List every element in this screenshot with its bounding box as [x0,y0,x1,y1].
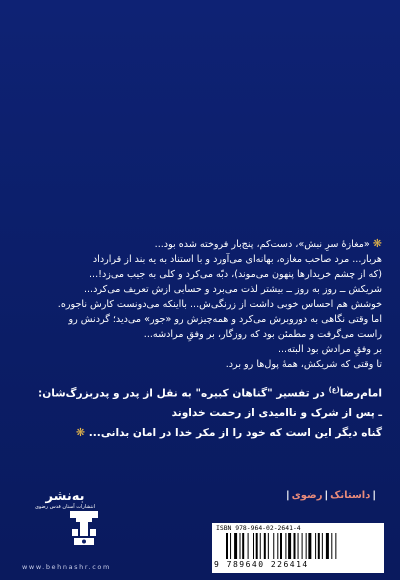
quote-line-1 [22,381,382,404]
publisher-logo [22,487,108,557]
publisher-emblem-icon [64,507,104,549]
quote-imam-name: امام‌رضا [339,387,382,400]
quote-line-2: ـ پس از شرک و ناامیدی از رحمت خداوند [171,406,382,419]
isbn-number: ISBN 978-964-02-2641-4 [216,524,301,532]
excerpt-line-5: خوشش هم احساس خوبی داشت از زرنگی‌ش... بااینکه می‌دونست کارش ناجوره. [57,299,382,310]
hadith-quote [22,381,382,443]
tag-razavi: رضوی [291,490,323,501]
publisher-website: www.behnashr.com [22,563,111,571]
tag-dastanak: داستانک [330,490,371,501]
excerpt-line-4: شریکش ــ روز به روز ــ بیشتر لذت می‌برد و حسابی ازش تعریف می‌کرد... [83,284,382,295]
excerpt-line-7: راست می‌گرفت و مطمئن بود که روزگار، بر وفقِ مرادشه... [143,329,382,340]
excerpt-line-3: (که از چشم خریدارها پنهون می‌موند)، دبّه می‌کرد و کلی به جیب می‌زد!... [88,269,382,280]
quote-line-3 [22,423,382,443]
excerpt-line-1-text: «مغازهٔ سرِ نبش»، دست‌کم، پنج‌بار فروخته شده بود... [154,239,370,250]
series-tags: |داستانک|رضوی| [285,490,376,501]
story-excerpt [28,236,382,372]
publisher-subtitle: انتشارات آستان قدس رضوی [34,504,96,510]
barcode-digits: 9 789640 226414 [214,560,309,569]
star-icon: ❋ [75,425,86,439]
excerpt-line-8: بر وفقِ مرادش بود البته... [277,344,382,355]
quote-intro: در تفسیر "گناهان کبیره" به نقل از پدر و پدربزرگ‌شان: [37,387,329,400]
publisher-name: به‌نشر [45,489,85,504]
excerpt-line-2: هربار... مرد صاحب مغازه، بهانه‌ای می‌آورد و با استناد به یه بند از قرارداد [92,254,382,265]
barcode-icon [226,533,376,559]
star-icon: ❋ [372,237,382,250]
quote-line-3-text: گناه دیگر این است که خود را از مکر خدا در امان بدانی... [88,426,382,439]
barcode-panel [212,523,384,573]
quote-honorific: (ع) [328,386,340,394]
excerpt-line-1 [28,236,382,252]
excerpt-line-6: اما وقتی نگاهی به دوروبرش می‌کرد و همه‌چیزش رو «جور» می‌دید؛ گردنش رو [68,314,382,325]
excerpt-line-9: تا وقتی که شریکش، همهٔ پول‌ها رو برد. [225,359,382,370]
